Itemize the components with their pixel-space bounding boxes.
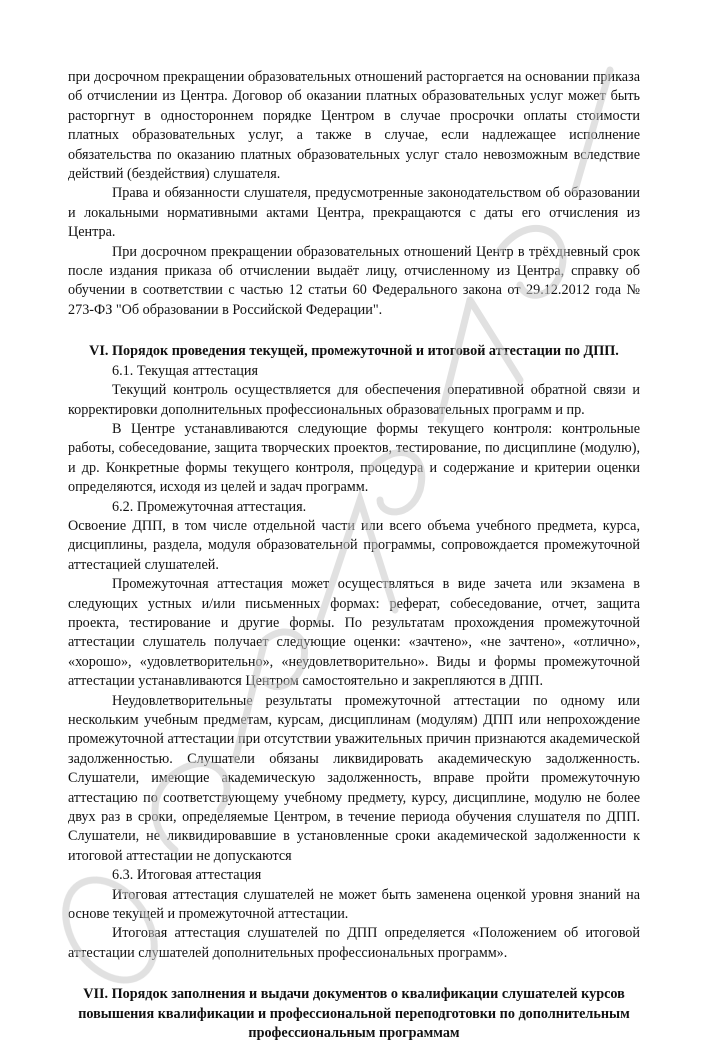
paragraph-current-control: Текущий контроль осуществляется для обеспечения оперативной обратной связи и корректировки дополнительных профессиональных образовательных программ и пр. <box>68 382 640 418</box>
spacer <box>68 320 640 342</box>
subsection-6-2-title: 6.2. Промежуточная аттестация. <box>112 498 307 515</box>
paragraph-final-assessment: Итоговая аттестация слушателей не может быть заменена оценкой уровня знаний на основе текущей и промежуточной аттестации. <box>68 886 640 923</box>
paragraph-interim-forms: Промежуточная аттестация может осуществляться в виде зачета или экзамена в следующих устных и/или письменных формах: реферат, собеседование, отчет, защита проекта, тестирование и другие формы. По результатам прохождения промежуточной аттестации слушатель получает следующие оценки: «зачтено», «не зачтено», «отлично», «хорошо», «удовлетворительно», «неудовлетворительно». Виды и формы промежуточной аттестации устанавливаются Центром самостоятельно и закрепляются в ДПП. <box>68 576 640 690</box>
paragraph-rights-obligations: Права и обязанности слушателя, предусмотренные законодательством об образовании и локальными нормативными актами Центра, прекращаются с даты его отчисления из Центра. <box>68 185 640 241</box>
paragraph-termination-contract: при досрочном прекращении образовательных отношений расторгается на основании приказа об отчислении из Центра. Договор об оказании платных образовательных услуг может быть расторгнут в одностороннем порядке Центром в случае просрочки оплаты стоимости платных образовательных услуг, а также в случае, если надлежащее исполнение обязательства по оказанию платных образовательных услуг стало невозможным вследствие действий (бездействия) слушателя. <box>68 69 640 183</box>
paragraph-academic-debt: Неудовлетворительные результаты промежуточной аттестации по одному или нескольким учебным предметам, курсам, дисциплинам (модулям) ДПП или непрохождение промежуточной аттестации при отсутствии уважительных причин признаются академической задолженностью. Слушатели обязаны ликвидировать академическую задолженность. Слушатели, имеющие академическую задолженность, вправе пройти промежуточную аттестацию по соответствующему учебному предмету, курсу, дисциплине, модулю не более двух раз в сроки, определяемые Центром, в течение периода обучения слушателя по ДПП. Слушатели, не ликвидировавшие в установленные сроки академической задолженности к итоговой аттестации не допускаются <box>68 692 640 864</box>
paragraph-final-regulation: Итоговая аттестация слушателей по ДПП определяется «Положением об итоговой аттестации слушателей дополнительных профессиональных программ». <box>68 925 640 961</box>
paragraph-interim-mastery: Освоение ДПП, в том числе отдельной части или всего объема учебного предмета, курса, дисциплины, раздела, модуля образовательной программы, сопровождается промежуточной аттестацией слушателей. <box>68 517 640 573</box>
spacer <box>68 963 640 985</box>
subsection-6-3-title: 6.3. Итоговая аттестация <box>112 867 262 884</box>
paragraph-current-control-forms: В Центре устанавливаются следующие формы текущего контроля: контрольные работы, собеседование, защита творческих проектов, тестирование, по дисциплине (модулю), и др. Конкретные формы текущего контроля, процедура и содержание и критерии оценки определяются, исходя из целей и задач программ. <box>68 420 640 496</box>
section-6-heading: VI. Порядок проведения текущей, промежуточной и итоговой аттестации по ДПП. <box>89 343 619 360</box>
section-7-heading: VII. Порядок заполнения и выдачи документов о квалификации слушателей курсов повышения квалификации и профессиональной переподготовки по дополнительным профессиональным программам <box>78 986 630 1042</box>
subsection-6-1-title: 6.1. Текущая аттестация <box>112 362 258 379</box>
paragraph-study-certificate: При досрочном прекращении образовательных отношений Центр в трёхдневный срок после издания приказа об отчислении выдаёт лицу, отчисленному из Центра, справку об обучении в соответствии с частью 12 статьи 60 Федерального закона от 29.12.2012 года № 273-ФЗ "Об образовании в Российской Федерации". <box>68 243 640 318</box>
document-body <box>68 68 640 1044</box>
